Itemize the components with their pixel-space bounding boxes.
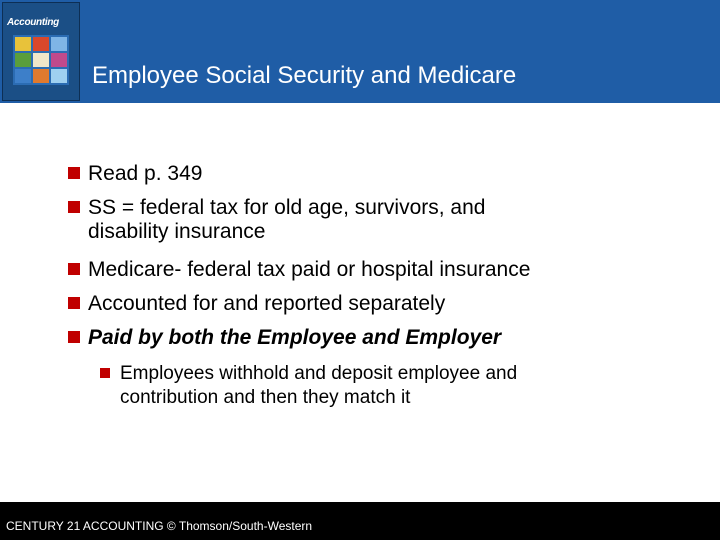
- bullet-text: [88, 196, 485, 244]
- square-bullet-icon: [100, 368, 110, 378]
- cover-title: Accounting: [7, 17, 59, 28]
- slide-title: Employee Social Security and Medicare: [92, 62, 517, 89]
- bullet-text-line: SS = federal tax for old age, survivors, and: [88, 196, 486, 219]
- square-bullet-icon: [68, 167, 80, 179]
- sub-bullet-text-line: Employees withhold and deposit employee and: [120, 363, 518, 384]
- sub-bullet-text: [120, 362, 517, 410]
- square-bullet-icon: [68, 263, 80, 275]
- bullet-text: Paid by both the Employee and Employer: [88, 326, 502, 349]
- footer-text: CENTURY 21 ACCOUNTING © Thomson/South-Western: [6, 519, 313, 533]
- bullet-text: Accounted for and reported separately: [88, 292, 446, 315]
- square-bullet-icon: [68, 201, 80, 213]
- sub-bullet-text-line: contribution and then they match it: [120, 387, 411, 408]
- square-bullet-icon: [68, 297, 80, 309]
- bullet-text: Medicare- federal tax paid or hospital insurance: [88, 258, 531, 281]
- square-bullet-icon: [68, 331, 80, 343]
- footer-bar: [0, 502, 720, 540]
- bullet-text: Read p. 349: [88, 162, 203, 185]
- bullet-text-line: disability insurance: [88, 220, 266, 243]
